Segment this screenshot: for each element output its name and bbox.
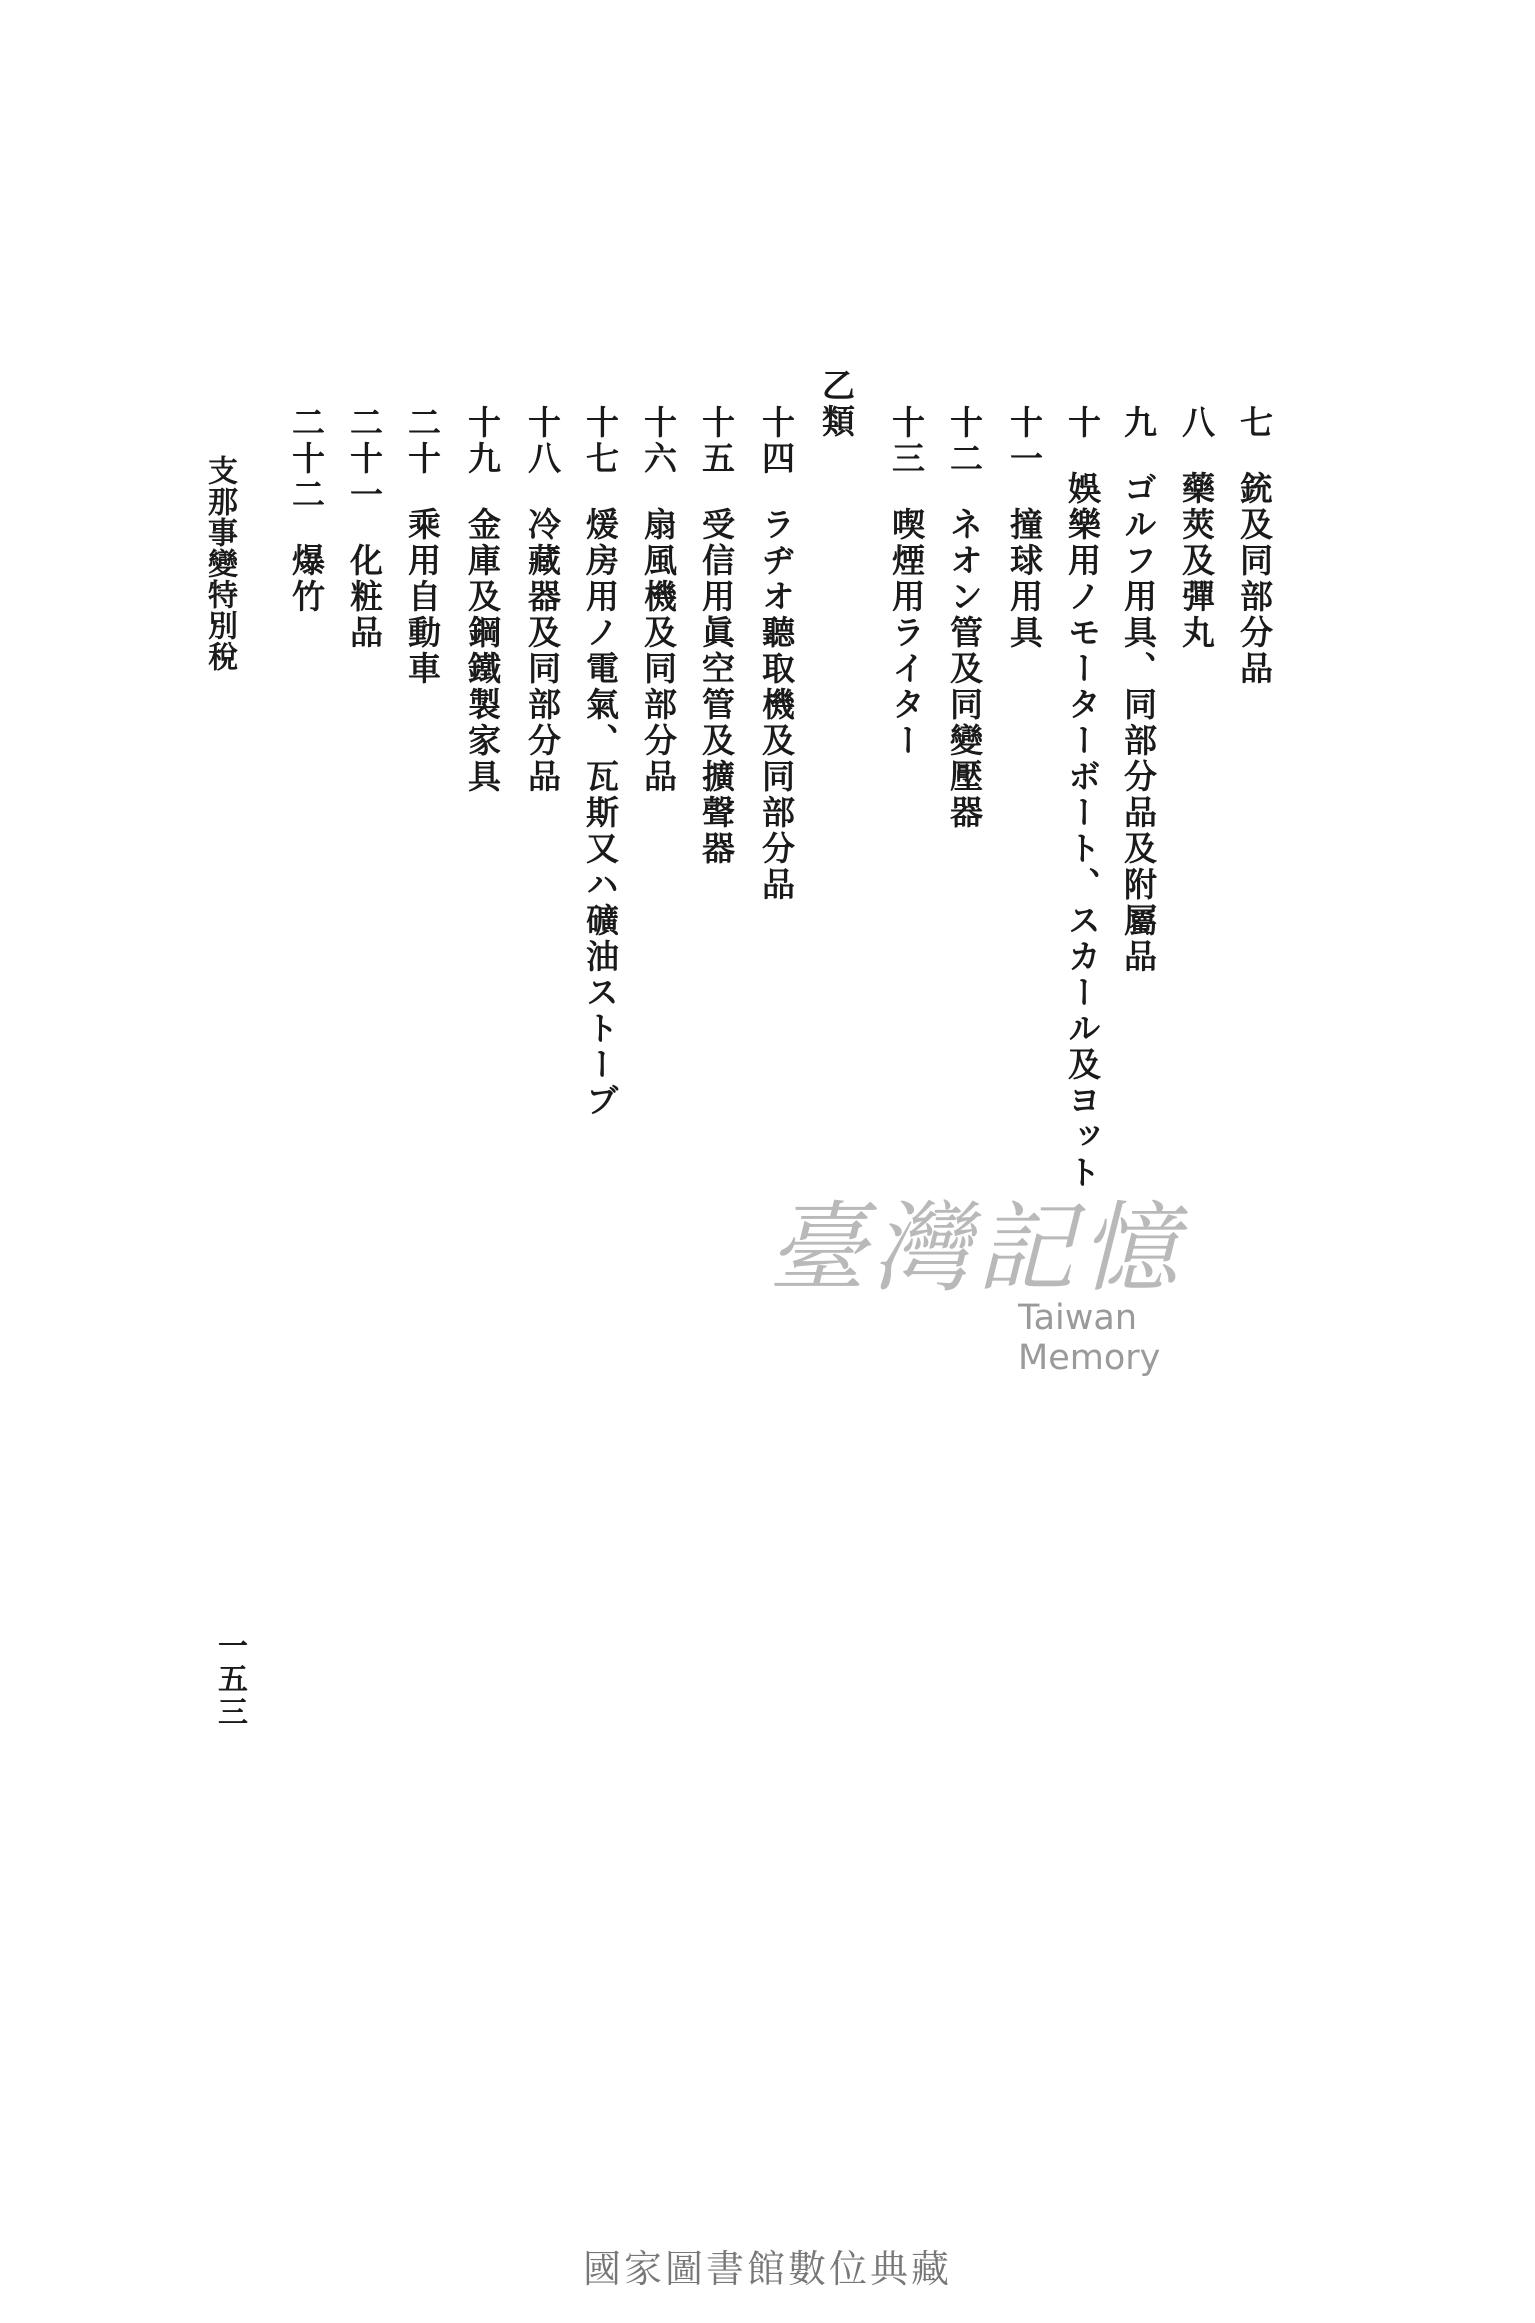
item-number: 十六: [639, 405, 678, 477]
item-text: 爆竹: [287, 543, 326, 615]
category-heading: 乙類: [817, 368, 856, 440]
watermark-logo: [768, 1170, 1268, 1378]
item-number: 十: [1063, 405, 1102, 441]
item-text: 冷藏器及同部分品: [523, 507, 562, 795]
item-text: ラヂオ聽取機及同部分品: [757, 507, 796, 903]
list-item: [523, 405, 562, 795]
item-number: 十七: [581, 405, 620, 477]
item-text: 金庫及鋼鐵製家具: [463, 507, 502, 795]
item-text: 藥莢及彈丸: [1177, 471, 1216, 651]
item-text: 銃及同部分品: [1235, 471, 1274, 687]
item-text: 扇風機及同部分品: [639, 507, 678, 795]
list-item: [697, 405, 736, 867]
item-number: 十九: [463, 405, 502, 477]
list-item: [345, 405, 384, 651]
item-number: 九: [1119, 405, 1158, 441]
list-item: [757, 405, 796, 903]
list-item: [1005, 405, 1044, 651]
running-head: 支那事變特別稅: [202, 455, 237, 672]
page-number: 一五三: [212, 1630, 247, 1729]
list-item: [581, 405, 620, 1119]
item-number: 二十: [403, 405, 442, 477]
list-item: [403, 405, 442, 687]
list-item: [287, 405, 326, 615]
item-text: 娛樂用ノモーターボート、スカール及ヨット: [1063, 471, 1102, 1191]
list-item: [945, 405, 984, 831]
item-text: 喫煙用ライター: [887, 507, 926, 759]
item-number: 十八: [523, 405, 562, 477]
item-number: 十二: [945, 405, 984, 477]
list-item: [1177, 405, 1216, 651]
item-text: 受信用眞空管及擴聲器: [697, 507, 736, 867]
list-item: [639, 405, 678, 795]
item-text: ゴルフ用具、同部分品及附屬品: [1119, 471, 1158, 975]
item-number: 七: [1235, 405, 1274, 441]
item-number: 二十二: [287, 405, 326, 513]
item-number: 二十一: [345, 405, 384, 513]
item-number: 十三: [887, 405, 926, 477]
item-number: 十四: [757, 405, 796, 477]
item-number: 八: [1177, 405, 1216, 441]
item-text: ネオン管及同變壓器: [945, 507, 984, 831]
item-text: 乘用自動車: [403, 507, 442, 687]
item-text: 煖房用ノ電氣、瓦斯又ハ礦油ストーブ: [581, 507, 620, 1119]
item-number: 十五: [697, 405, 736, 477]
item-text: 撞球用具: [1005, 507, 1044, 651]
watermark-title: 臺灣記憶: [768, 1192, 1185, 1306]
item-text: 化粧品: [345, 543, 384, 651]
list-item: [887, 405, 926, 759]
list-item: [1063, 405, 1102, 1191]
list-item: [463, 405, 502, 795]
footer-credit: 國家圖書館數位典藏: [582, 2247, 952, 2291]
list-item: [1235, 405, 1274, 687]
watermark-subtitle: Taiwan Memory: [1018, 1298, 1161, 1378]
list-item: [1119, 405, 1158, 975]
item-number: 十一: [1005, 405, 1044, 477]
